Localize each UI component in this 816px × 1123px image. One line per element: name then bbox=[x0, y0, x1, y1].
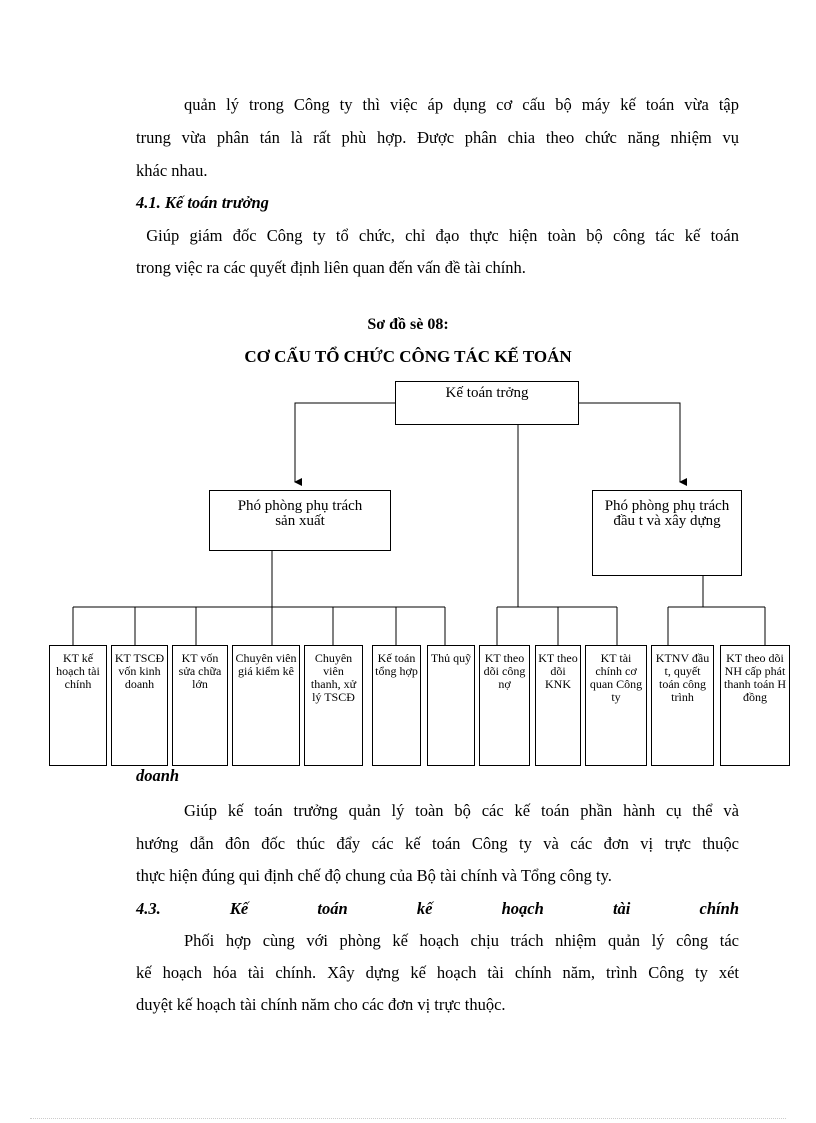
para-4-1-line-1: Giúp giám đốc Công ty tổ chức, chỉ đạo thực hiện toàn bộ công tác kế toán bbox=[136, 226, 739, 245]
leaf-kt-theo-doi-knk: KT theo dõi KNK bbox=[535, 645, 581, 766]
para-4-1-line-2: trong việc ra các quyết định liên quan đến vấn đề tài chính. bbox=[136, 258, 526, 277]
leaf-thu-quy: Thủ quỹ bbox=[427, 645, 475, 766]
para-4-3-line-1: Phối hợp cùng với phòng kế hoạch chịu trách nhiệm quản lý công tác bbox=[184, 931, 739, 950]
diagram-caption: Sơ đồ sè 08: bbox=[367, 316, 449, 333]
leaf-kt-theo-doi-cong-no: KT theo dõi công nợ bbox=[479, 645, 530, 766]
para-4-3-line-3: duyệt kế hoạch tài chính năm cho các đơn vị trực thuộc. bbox=[136, 995, 506, 1014]
page-footer-rule bbox=[30, 1118, 786, 1119]
heading-4-1: 4.1. Kế toán trưởng bbox=[136, 193, 269, 212]
intro-line-3: khác nhau. bbox=[136, 161, 208, 180]
heading-4-2-tail: doanh bbox=[136, 766, 180, 785]
leaf-kt-theo-doi-nh: KT theo dõi NH cấp phát thanh toán H đồng bbox=[720, 645, 790, 766]
leaf-kt-tscd-von-kinh-doanh: KT TSCĐ vốn kinh doanh bbox=[111, 645, 168, 766]
intro-line-2: trung vừa phân tán là rất phù hợp. Được phân chia theo chức năng nhiệm vụ bbox=[136, 128, 739, 147]
chief-accountant-box: Kế toán trởng bbox=[395, 381, 579, 425]
deputy-production-box: Phó phòng phụ trách sản xuất bbox=[209, 490, 391, 551]
leaf-chuyen-vien-gia-kiem-ke: Chuyên viên giá kiểm kê bbox=[232, 645, 300, 766]
para-4-2-line-2: hướng dẫn đôn đốc thúc đẩy các kế toán Công ty và các đơn vị trực thuộc bbox=[136, 834, 739, 853]
heading-4-3: 4.3. Kế toán kế hoạch tài chính bbox=[136, 899, 739, 918]
para-4-2-line-3: thực hiện đúng qui định chế độ chung của Bộ tài chính và Tổng công ty. bbox=[136, 866, 612, 885]
leaf-ke-toan-tong-hop: Kế toán tổng hợp bbox=[372, 645, 421, 766]
deputy-investment-box: Phó phòng phụ trách đầu t và xây dựng bbox=[592, 490, 742, 576]
leaf-kt-tai-chinh-co-quan: KT tài chính cơ quan Công ty bbox=[585, 645, 647, 766]
para-4-2-line-1: Giúp kế toán trưởng quản lý toàn bộ các kế toán phần hành cụ thể và bbox=[184, 801, 739, 820]
intro-line-1: quản lý trong Công ty thì việc áp dụng cơ cấu bộ máy kế toán vừa tập bbox=[184, 95, 739, 114]
para-4-3-line-2: kế hoạch hóa tài chính. Xây dựng kế hoạch tài chính năm, trình Công ty xét bbox=[136, 963, 739, 982]
leaf-ktnv-dau-tu-quyet-toan: KTNV đầu t, quyết toán công trình bbox=[651, 645, 714, 766]
diagram-title: CƠ CẤU TỔ CHỨC CÔNG TÁC KẾ TOÁN bbox=[244, 347, 572, 366]
leaf-chuyen-vien-thanh-xu-ly: Chuyên viên thanh, xử lý TSCĐ bbox=[304, 645, 363, 766]
leaf-kt-von-sua-chua-lon: KT vốn sửa chữa lớn bbox=[172, 645, 228, 766]
leaf-kt-ke-hoach-tai-chinh: KT kế hoạch tài chính bbox=[49, 645, 107, 766]
